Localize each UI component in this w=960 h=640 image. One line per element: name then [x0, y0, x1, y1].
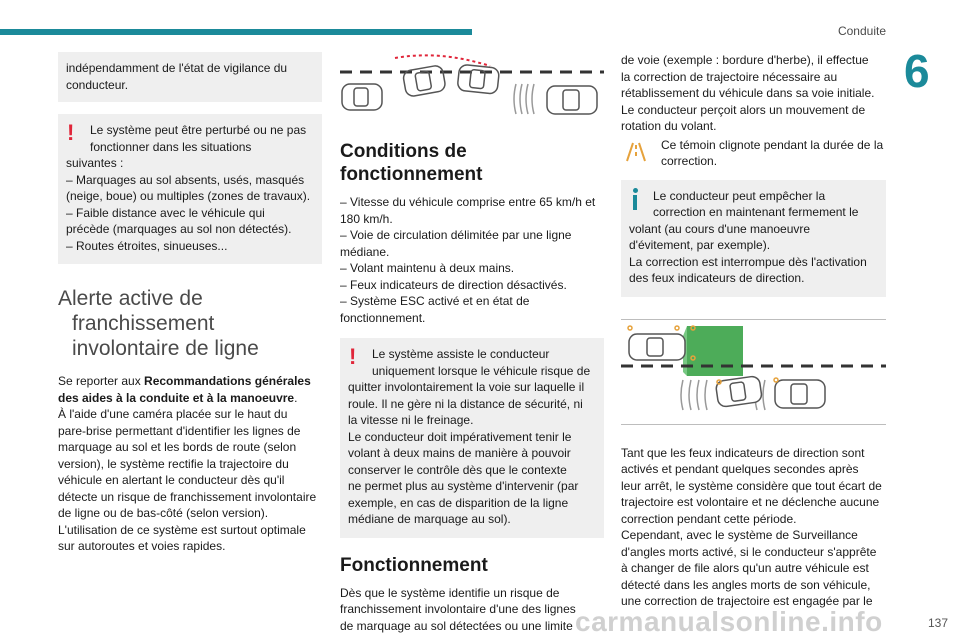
text-line: rétablissement du véhicule dans sa voie initiale. — [621, 86, 875, 100]
exclamation-icon: ! — [349, 344, 357, 369]
heading-line: Conditions de — [340, 141, 467, 162]
text-line: de marquage au sol détectées ou une limite — [340, 618, 573, 633]
warning-box — [340, 338, 604, 538]
text-line: franchissement involontaire d'une des lignes — [340, 602, 576, 616]
warning-box — [58, 114, 322, 264]
cross-reference: Recommandations générales des aides à la conduite et à la manoeuvre — [58, 374, 311, 405]
column-1 — [58, 52, 322, 555]
info-icon — [632, 188, 638, 210]
text-line: d'évitement, par exemple). — [629, 238, 771, 252]
text-line: activés et pendant quelques secondes après — [621, 462, 859, 476]
text-line: – Routes étroites, sinueuses... — [66, 238, 228, 253]
text-line: sur autoroutes et voies rapides. — [58, 539, 226, 553]
text-line: – Voie de circulation délimitée par une ligne — [340, 228, 572, 242]
text-line: détecte un risque de franchissement involontaire — [58, 489, 317, 504]
text-line: médiane. — [340, 244, 390, 259]
text-line: Tant que les feux indicateurs de direction sont — [621, 445, 865, 460]
text-line: ne permet plus au système d'intervenir (par — [348, 479, 579, 493]
text-line: précède (marquages au sol non détectés). — [66, 222, 292, 236]
chapter-number: 6 — [904, 45, 930, 97]
text-line: – Volant maintenu à deux mains. — [340, 261, 515, 275]
text-line: exemple, en cas de disparition de la ligne — [348, 495, 569, 510]
page-number: 137 — [927, 616, 948, 630]
lane-departure-lamp-icon — [623, 141, 649, 163]
text-line: correction en maintenant fermement le — [653, 205, 859, 219]
text-span: . — [294, 390, 298, 405]
column-2 — [340, 52, 604, 634]
conditions-heading — [340, 140, 604, 186]
header-accent-bar — [0, 29, 472, 35]
watermark: carmanualsonline.info — [575, 606, 883, 637]
column-3 — [621, 52, 886, 610]
exclamation-icon: ! — [67, 120, 75, 145]
text-span: Se reporter aux — [58, 374, 145, 388]
text-line: Le conducteur peut empêcher la — [653, 188, 826, 203]
text-line: la vitesse ni le freinage. — [348, 413, 474, 427]
heading-line: Alerte active de — [58, 287, 203, 310]
text-line: fonctionnement. — [340, 310, 426, 325]
info-box — [621, 180, 886, 297]
text-line: – Feux indicateurs de direction désactivés. — [340, 277, 567, 292]
text-line: suivantes : — [66, 156, 124, 170]
text-line: uniquement lorsque le véhicule risque de — [372, 363, 591, 378]
text-line: Le conducteur doit impérativement tenir le — [348, 429, 572, 444]
text-line: 180 km/h. — [340, 211, 393, 226]
text-line: roule. Il ne gère ni la distance de sécurité, ni — [348, 396, 583, 411]
text-line: marquage au sol et les bords de route (selon — [58, 440, 297, 454]
text-line: volant (au cours d'une manoeuvre — [629, 221, 811, 236]
text-line: véhicule en alertant le conducteur dès qu'il — [58, 473, 285, 487]
text-line: Le système peut être perturbé ou ne pas — [90, 123, 307, 137]
heading-line: fonctionnement — [340, 164, 483, 185]
lane-correction-illustration — [340, 52, 604, 122]
intro-box — [58, 52, 322, 102]
section-heading — [58, 286, 322, 361]
text-line: L'utilisation de ce système est surtout optimale — [58, 522, 306, 537]
text-line: médiane de marquage au sol). — [348, 512, 511, 526]
text-line: une correction de trajectoire est engagée par le — [621, 594, 873, 608]
text-line: leur arrêt, le système considère que tout écart de — [621, 478, 882, 493]
section-title: Conduite — [837, 24, 886, 38]
text-line: – Vitesse du véhicule comprise entre 65 km/h et — [340, 195, 596, 209]
text-line: correction. — [661, 154, 718, 168]
text-line: pare-brise permettant d'identifier les lignes de — [58, 423, 301, 438]
text-line: À l'aide d'une caméra placée sur le haut du — [58, 407, 288, 421]
text-line: – Système ESC activé et en état de — [340, 294, 530, 308]
text-line: – Faible distance avec le véhicule qui — [66, 205, 265, 220]
text-line: conserver le contrôle dès que le contexte — [348, 462, 567, 477]
text-line: d'angles morts activé, si le conducteur s'apprête — [621, 544, 877, 559]
text-line: quitter involontairement la voie sur laquelle il — [348, 380, 585, 394]
heading-line: franchissement — [72, 312, 215, 335]
text-line: Ce témoin clignote pendant la durée de la — [661, 137, 884, 152]
text-line: La correction est interrompue dès l'activation — [629, 254, 867, 269]
text-line: volant à deux mains de manière à pouvoir — [348, 446, 571, 460]
text-line: des feux indicateurs de direction. — [629, 271, 805, 285]
text-line: de voie (exemple : bordure d'herbe), il effectue — [621, 53, 869, 67]
text-line: Dès que le système identifie un risque de — [340, 585, 560, 600]
blind-spot-illustration — [621, 320, 886, 424]
text-line: rotation du volant. — [621, 119, 717, 133]
text-line: Le système assiste le conducteur — [372, 347, 550, 361]
text-line: indépendamment de l'état de vigilance du — [66, 61, 288, 75]
text-line: Cependant, avec le système de Surveillance — [621, 528, 858, 542]
text-line: trajectoire est volontaire et ne déclenche aucune — [621, 495, 880, 509]
text-line: de ligne ou de bas-côté (selon version). — [58, 506, 269, 520]
function-heading: Fonctionnement — [340, 554, 488, 576]
intro-paragraph — [58, 373, 322, 406]
text-line: – Marquages au sol absents, usés, masqués — [66, 172, 305, 187]
text-line: conducteur. — [66, 77, 129, 92]
text-line: (neige, boue) ou multiples (zones de travaux). — [66, 189, 311, 203]
text-line: version), le système rectifie la trajectoire du — [58, 456, 289, 471]
text-line: la correction de trajectoire nécessaire au — [621, 69, 838, 84]
text-line: correction pendant cette période. — [621, 511, 797, 526]
text-line: Le conducteur perçoit alors un mouvement de — [621, 102, 866, 117]
text-line: fonctionner dans les situations — [90, 139, 252, 154]
heading-line: involontaire de ligne — [72, 337, 259, 360]
text-line: détecté dans les angles morts de son véhicule, — [621, 577, 871, 592]
lamp-note — [621, 137, 886, 170]
text-line: à changer de file alors qu'un autre véhicule est — [621, 561, 869, 575]
